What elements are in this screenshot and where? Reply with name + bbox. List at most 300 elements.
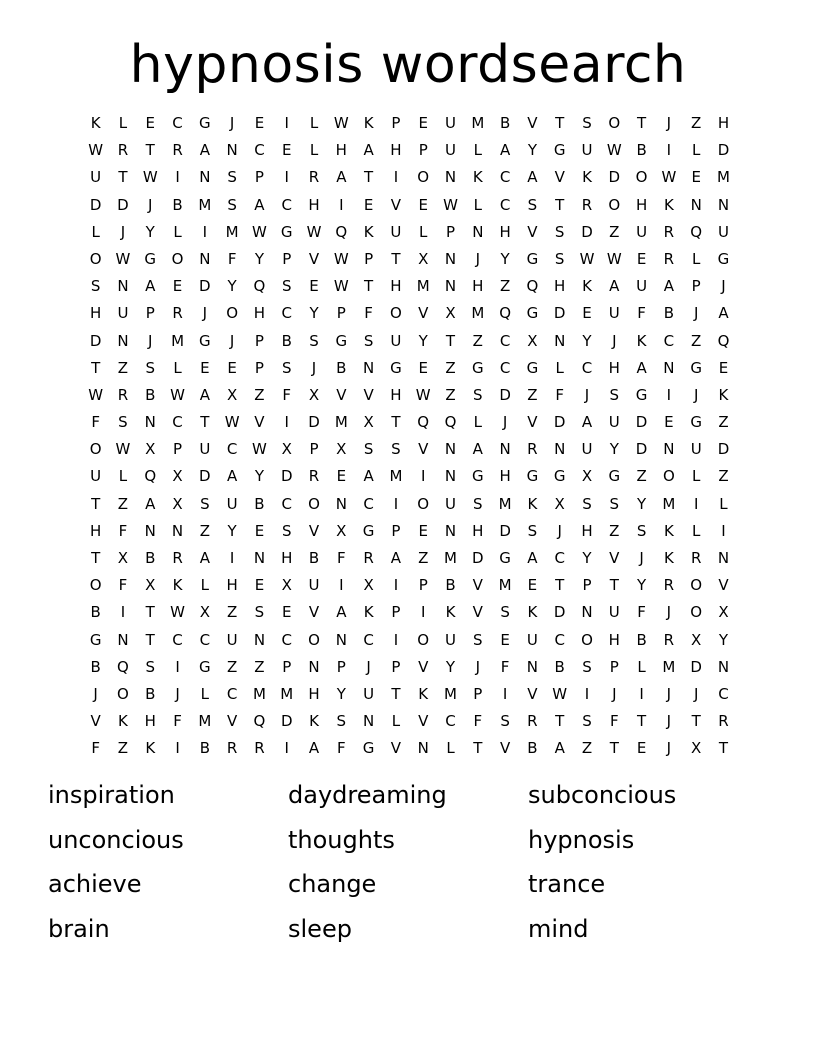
grid-letter: O [608, 195, 621, 214]
grid-letter: M [717, 168, 730, 187]
grid-letter: T [391, 249, 401, 268]
grid-letter: R [254, 739, 265, 758]
grid-letter: P [254, 358, 264, 377]
grid-letter: E [636, 739, 647, 758]
grid-letter: U [226, 494, 238, 513]
grid-letter: J [475, 249, 481, 268]
grid-letter: I [175, 168, 180, 187]
grid-letter: M [225, 222, 239, 241]
grid-letter: N [171, 521, 184, 540]
grid-letter: Y [500, 249, 510, 268]
grid-letter: I [393, 494, 399, 513]
grid-letter: U [445, 630, 456, 649]
grid-letter: T [473, 739, 483, 758]
grid-letter: P [173, 440, 183, 459]
grid-letter: A [472, 440, 483, 459]
grid-letter: P [309, 440, 319, 459]
grid-letter: F [337, 739, 346, 758]
grid-letter: N [554, 440, 566, 459]
grid-letter: E [664, 413, 674, 432]
grid-letter: V [418, 440, 429, 459]
grid-letter: F [500, 657, 510, 676]
grid-letter: L [173, 222, 182, 241]
grid-letter: J [612, 684, 617, 703]
grid-letter: X [527, 331, 538, 350]
grid-letter: C [172, 114, 183, 132]
grid-letter: S [582, 494, 592, 513]
grid-letter: V [336, 385, 347, 404]
grid-row [82, 246, 734, 273]
grid-letter: J [693, 684, 699, 703]
grid-row [82, 735, 734, 762]
grid-letter: M [171, 331, 185, 350]
grid-letter: C [581, 358, 593, 377]
grid-letter: P [391, 657, 401, 676]
grid-letter: D [717, 440, 730, 459]
grid-letter: B [308, 549, 320, 567]
grid-row [82, 300, 734, 327]
grid-letter: G [526, 358, 539, 377]
grid-row [82, 545, 734, 572]
grid-letter: K [582, 277, 592, 296]
grid-letter: H [90, 521, 102, 540]
grid-letter: K [363, 114, 374, 132]
grid-letter: P [145, 304, 155, 323]
grid-letter: G [553, 141, 566, 160]
grid-letter: X [281, 576, 292, 595]
grid-letter: M [444, 549, 457, 567]
word-list-item: daydreaming [288, 781, 447, 809]
grid-letter: X [336, 521, 347, 540]
grid-letter: H [253, 304, 266, 323]
grid-letter: B [254, 494, 265, 513]
grid-letter: L [309, 114, 319, 132]
grid-letter: S [473, 385, 483, 404]
grid-letter: Y [582, 549, 592, 567]
grid-letter: N [444, 440, 457, 459]
grid-letter: A [227, 467, 238, 486]
grid-letter: I [639, 684, 644, 703]
grid-letter: D [89, 195, 102, 214]
grid-letter: U [117, 304, 129, 323]
grid-letter: N [117, 277, 129, 296]
grid-letter: C [499, 168, 511, 187]
grid-letter: A [199, 141, 210, 160]
grid-letter: L [719, 494, 728, 513]
grid-letter: Z [418, 549, 429, 567]
grid-letter: T [145, 141, 155, 160]
grid-letter: M [662, 494, 676, 513]
grid-letter: H [635, 195, 648, 214]
grid-letter: P [364, 249, 374, 268]
grid-letter: G [89, 630, 102, 649]
grid-letter: F [609, 712, 619, 731]
grid-letter: O [89, 249, 102, 268]
grid-letter: S [227, 195, 237, 214]
grid-letter: K [118, 712, 128, 731]
grid-letter: W [443, 195, 458, 214]
grid-letter: H [554, 277, 566, 296]
grid-letter: J [639, 549, 644, 567]
grid-letter: C [554, 549, 565, 567]
grid-letter: J [666, 684, 672, 703]
grid-letter: Q [117, 657, 129, 676]
grid-letter: N [253, 630, 266, 649]
grid-letter: C [445, 712, 456, 731]
grid-letter: X [336, 440, 347, 459]
grid-letter: T [145, 630, 155, 649]
grid-letter: K [527, 603, 538, 622]
grid-letter: C [281, 630, 292, 649]
grid-letter: T [145, 603, 155, 622]
grid-letter: M [198, 712, 212, 731]
grid-letter: S [582, 657, 592, 676]
grid-letter: M [389, 467, 403, 486]
grid-letter: V [527, 114, 538, 132]
grid-letter: D [199, 467, 211, 486]
grid-letter: V [527, 222, 538, 241]
grid-letter: J [666, 603, 672, 622]
grid-letter: T [637, 114, 647, 132]
grid-letter: N [499, 440, 511, 459]
grid-letter: W [115, 249, 131, 268]
grid-letter: U [526, 630, 538, 649]
grid-letter: I [666, 385, 672, 404]
grid-letter: U [608, 603, 620, 622]
grid-letter: Y [336, 684, 346, 703]
grid-letter: A [336, 603, 347, 622]
grid-letter: H [335, 141, 347, 160]
grid-row [82, 409, 734, 436]
grid-letter: S [309, 331, 319, 350]
grid-letter: T [364, 168, 374, 187]
grid-letter: W [306, 222, 322, 241]
grid-letter: H [390, 141, 402, 160]
grid-letter: Z [609, 521, 620, 540]
grid-letter: C [718, 684, 729, 703]
grid-letter: S [636, 521, 647, 540]
grid-letter: U [226, 630, 238, 649]
grid-letter: Z [499, 277, 511, 296]
word-list-item: change [288, 870, 377, 898]
grid-letter: S [500, 603, 510, 622]
grid-letter: J [666, 114, 672, 132]
grid-letter: N [417, 739, 429, 758]
grid-letter: W [661, 168, 677, 187]
grid-letter: Z [718, 467, 729, 486]
grid-letter: B [336, 358, 347, 377]
grid-letter: Z [254, 385, 265, 404]
grid-letter: D [690, 657, 702, 676]
grid-letter: D [581, 222, 593, 241]
grid-letter: Y [582, 331, 592, 350]
grid-letter: J [93, 684, 98, 703]
grid-row [82, 192, 734, 219]
grid-letter: Y [145, 222, 155, 241]
grid-letter: S [90, 277, 101, 296]
grid-letter: H [390, 385, 402, 404]
grid-letter: D [553, 304, 566, 323]
grid-letter: O [662, 467, 675, 486]
grid-letter: U [581, 440, 593, 459]
grid-letter: G [526, 304, 539, 323]
grid-row [82, 137, 734, 164]
grid-letter: C [499, 331, 511, 350]
grid-letter: G [390, 358, 402, 377]
grid-letter: G [280, 222, 293, 241]
grid-letter: V [718, 576, 729, 595]
grid-letter: W [579, 249, 595, 268]
grid-letter: R [172, 141, 183, 160]
grid-letter: A [527, 168, 538, 187]
grid-letter: J [721, 277, 726, 296]
grid-letter: B [499, 114, 511, 132]
grid-letter: B [445, 576, 456, 595]
grid-letter: C [172, 413, 183, 432]
grid-letter: N [144, 521, 156, 540]
grid-letter: H [499, 467, 511, 486]
word-list-item: trance [528, 870, 606, 898]
grid-letter: M [280, 684, 294, 703]
grid-letter: S [254, 603, 265, 622]
grid-letter: J [229, 114, 235, 132]
grid-letter: R [581, 195, 593, 214]
grid-row [82, 110, 734, 137]
grid-letter: C [281, 304, 292, 323]
grid-letter: W [142, 168, 158, 187]
grid-letter: B [199, 739, 210, 758]
grid-row [82, 219, 734, 246]
grid-letter: N [226, 141, 238, 160]
grid-letter: W [415, 385, 431, 404]
grid-letter: U [363, 684, 375, 703]
grid-letter: T [364, 277, 374, 296]
grid-letter: J [475, 657, 481, 676]
grid-letter: E [172, 277, 183, 296]
grid-letter: E [281, 603, 292, 622]
grid-letter: I [584, 684, 590, 703]
grid-letter: T [718, 739, 729, 758]
grid-letter: S [554, 249, 565, 268]
grid-letter: N [444, 249, 457, 268]
grid-row [82, 681, 734, 708]
grid-letter: B [172, 195, 183, 214]
grid-row [82, 355, 734, 382]
grid-letter: I [175, 739, 180, 758]
grid-letter: T [555, 195, 565, 214]
grid-letter: Q [499, 304, 511, 323]
grid-letter: I [175, 657, 180, 676]
grid-letter: H [281, 549, 293, 567]
grid-letter: H [144, 712, 156, 731]
grid-letter: H [717, 114, 730, 132]
grid-letter: F [227, 249, 237, 268]
grid-letter: N [199, 168, 211, 187]
grid-letter: W [252, 440, 267, 459]
grid-letter: R [117, 385, 129, 404]
grid-letter: O [417, 494, 430, 513]
grid-letter: E [527, 576, 538, 595]
grid-letter: U [90, 168, 102, 187]
grid-letter: B [663, 304, 675, 323]
grid-letter: I [502, 684, 508, 703]
grid-letter: T [118, 168, 128, 187]
grid-letter: V [472, 576, 483, 595]
grid-letter: S [582, 712, 592, 731]
grid-letter: J [612, 331, 617, 350]
grid-letter: M [498, 494, 512, 513]
grid-letter: J [229, 331, 235, 350]
grid-letter: A [336, 168, 347, 187]
grid-letter: K [718, 385, 729, 404]
grid-letter: T [637, 712, 647, 731]
grid-letter: K [145, 739, 156, 758]
grid-letter: I [393, 576, 399, 595]
grid-letter: V [554, 168, 565, 187]
grid-letter: D [635, 440, 648, 459]
grid-letter: Z [609, 222, 620, 241]
grid-letter: J [175, 684, 180, 703]
grid-letter: B [554, 657, 565, 676]
grid-letter: L [637, 657, 646, 676]
grid-letter: O [608, 114, 621, 132]
grid-letter: K [445, 603, 456, 622]
grid-letter: M [498, 576, 512, 595]
grid-letter: T [555, 576, 565, 595]
grid-letter: W [552, 684, 568, 703]
grid-letter: R [663, 630, 675, 649]
grid-letter: K [418, 684, 429, 703]
grid-letter: U [445, 114, 456, 132]
grid-letter: D [117, 195, 129, 214]
grid-letter: D [199, 277, 211, 296]
grid-letter: N [717, 657, 730, 676]
grid-letter: G [553, 467, 566, 486]
grid-letter: N [663, 440, 675, 459]
grid-letter: S [554, 222, 565, 241]
grid-letter: F [173, 712, 182, 731]
grid-letter: Z [691, 114, 702, 132]
grid-row [82, 273, 734, 300]
grid-letter: L [555, 358, 564, 377]
grid-letter: E [418, 358, 428, 377]
grid-row [82, 463, 734, 490]
grid-letter: A [663, 277, 675, 296]
grid-letter: X [172, 494, 183, 513]
grid-letter: P [473, 684, 483, 703]
grid-letter: N [363, 358, 375, 377]
grid-letter: A [527, 549, 538, 567]
grid-letter: I [339, 576, 344, 595]
grid-letter: A [145, 494, 156, 513]
word-list-item: hypnosis [528, 825, 635, 854]
grid-letter: X [691, 739, 702, 758]
grid-row [82, 382, 734, 409]
grid-letter: P [282, 657, 292, 676]
grid-letter: X [145, 576, 156, 595]
grid-letter: F [91, 413, 100, 432]
grid-letter: S [473, 494, 483, 513]
grid-letter: N [690, 195, 702, 214]
grid-letter: P [391, 521, 401, 540]
grid-letter: G [690, 413, 702, 432]
grid-letter: K [582, 168, 592, 187]
grid-letter: V [254, 413, 265, 432]
grid-letter: Z [691, 331, 702, 350]
grid-letter: F [473, 712, 483, 731]
grid-letter: T [200, 413, 210, 432]
grid-letter: I [120, 603, 126, 622]
grid-letter: G [526, 467, 539, 486]
grid-letter: T [691, 712, 701, 731]
grid-letter: E [281, 141, 292, 160]
grid-letter: P [418, 141, 428, 160]
grid-letter: A [636, 358, 647, 377]
grid-letter: D [553, 413, 566, 432]
grid-letter: S [281, 521, 292, 540]
grid-letter: S [609, 385, 620, 404]
grid-row [82, 491, 734, 518]
grid-letter: H [308, 684, 320, 703]
grid-letter: W [333, 277, 349, 296]
grid-letter: V [418, 304, 429, 323]
grid-row [82, 599, 734, 626]
grid-letter: X [581, 467, 593, 486]
grid-letter: X [117, 549, 129, 567]
grid-letter: G [526, 249, 539, 268]
grid-letter: W [88, 385, 104, 404]
grid-letter: S [145, 358, 155, 377]
grid-letter: T [91, 549, 101, 567]
grid-letter: L [692, 141, 701, 160]
grid-letter: Q [253, 712, 266, 731]
grid-letter: P [418, 576, 428, 595]
grid-letter: R [308, 467, 320, 486]
grid-letter: G [144, 249, 157, 268]
grid-letter: A [390, 549, 402, 567]
grid-letter: N [335, 494, 347, 513]
grid-letter: N [444, 521, 457, 540]
grid-letter: P [582, 576, 592, 595]
word-list-item: mind [528, 914, 589, 943]
grid-letter: V [472, 603, 483, 622]
grid-letter: V [308, 603, 320, 622]
grid-letter: U [390, 331, 402, 350]
grid-letter: P [254, 331, 264, 350]
grid-letter: Z [199, 521, 210, 540]
grid-letter: E [200, 358, 210, 377]
grid-letter: N [717, 549, 730, 567]
grid-letter: E [500, 630, 510, 649]
grid-letter: S [582, 114, 592, 132]
word-list-item: thoughts [288, 825, 395, 854]
grid-letter: O [417, 168, 430, 187]
grid-letter: X [281, 440, 292, 459]
grid-letter: A [199, 549, 210, 567]
grid-letter: V [308, 521, 320, 540]
grid-letter: C [199, 630, 211, 649]
grid-letter: K [309, 712, 319, 731]
grid-letter: L [446, 739, 455, 758]
grid-letter: Z [254, 657, 265, 676]
grid-letter: U [636, 277, 648, 296]
grid-letter: S [227, 168, 237, 187]
grid-letter: L [309, 141, 319, 160]
grid-letter: V [308, 249, 320, 268]
grid-letter: R [527, 712, 538, 731]
grid-letter: I [339, 195, 344, 214]
grid-letter: L [692, 249, 701, 268]
